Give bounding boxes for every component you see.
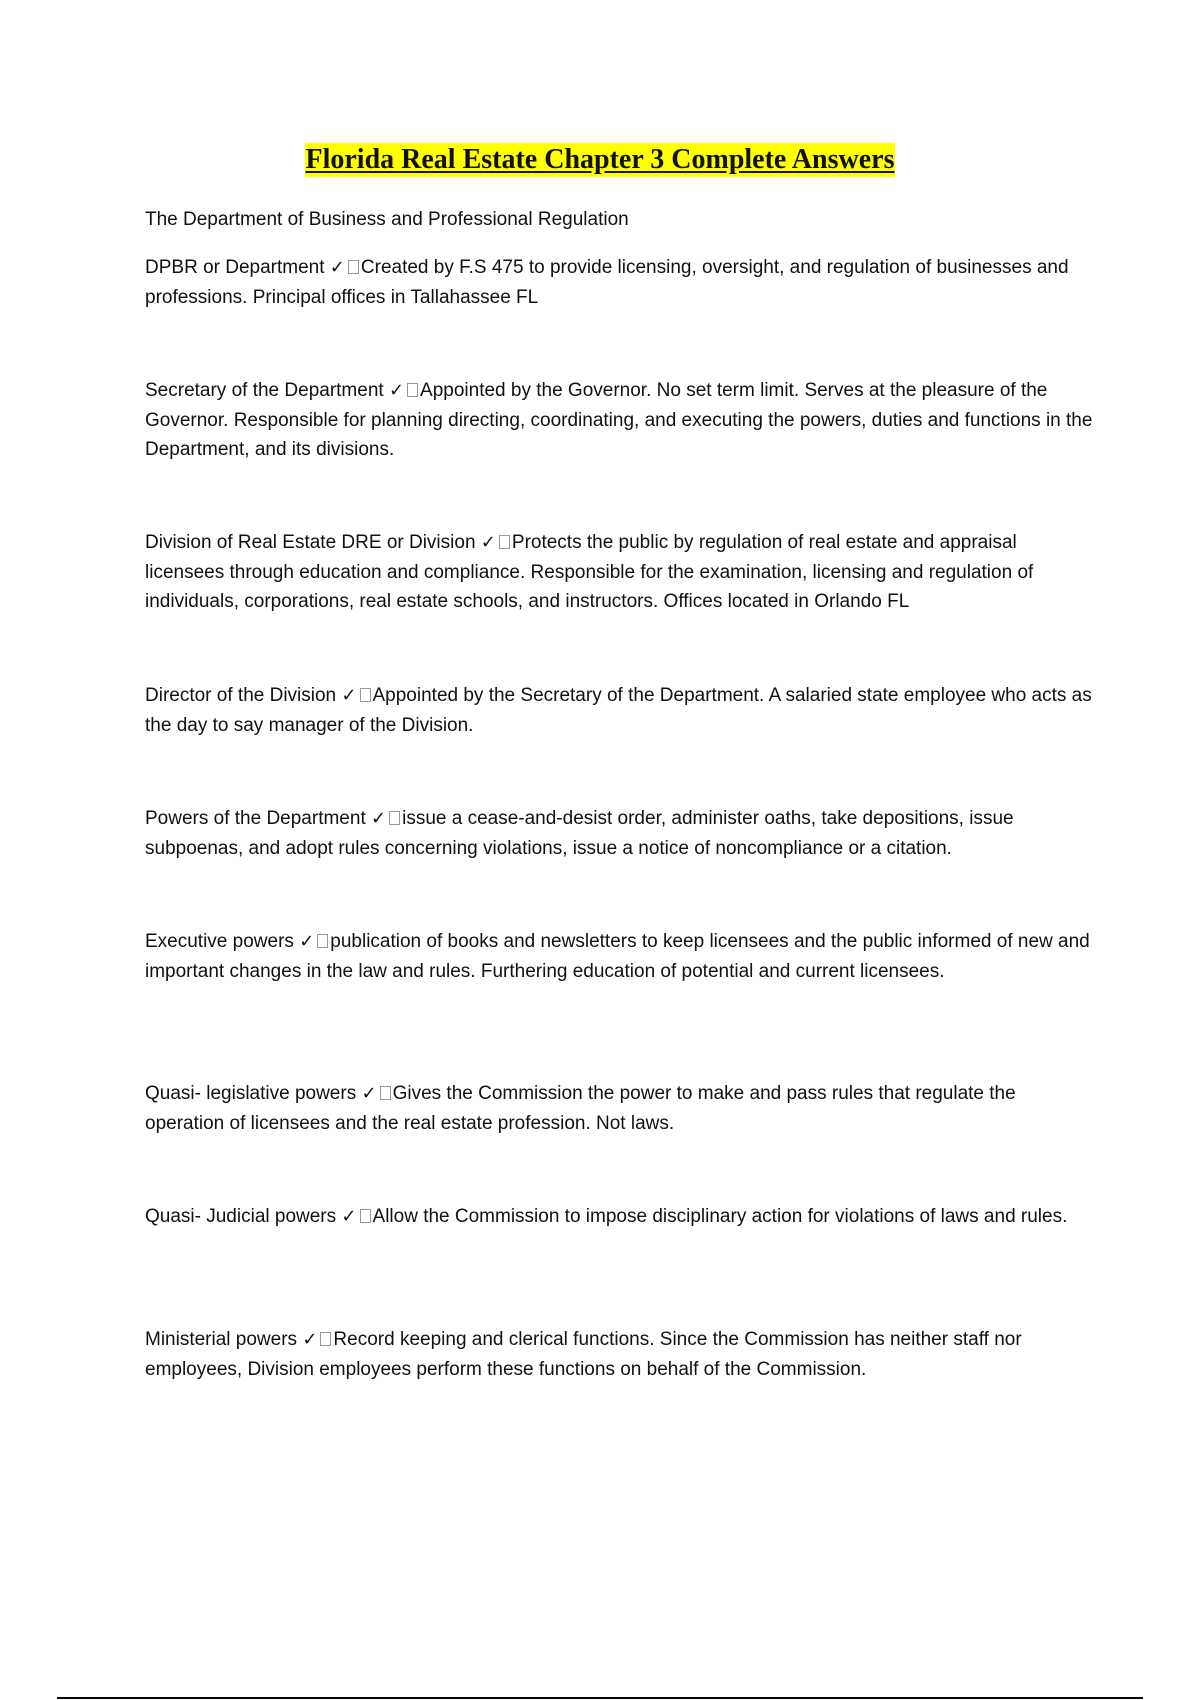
- entry-definition: Appointed by the Governor. No set term limit. Serves at the pleasure of the Governor. Responsible for planning directing, coordinating, and executing the powers, duties and functions in the Department, and its divisions.: [145, 380, 1093, 460]
- entry-director: [145, 681, 1095, 740]
- entry-term: Powers of the Department: [145, 808, 366, 829]
- entry-division: [145, 528, 1095, 617]
- page-title: Florida Real Estate Chapter 3 Complete Answers: [305, 144, 895, 175]
- entry-definition: publication of books and newsletters to keep licensees and the public informed of new and important changes in the law and rules. Furthering education of potential and current licensees.: [145, 931, 1090, 982]
- placeholder-box-icon: [360, 688, 371, 702]
- checkmark-icon: ✓: [302, 1329, 318, 1350]
- entry-term: Division of Real Estate DRE or Division: [145, 532, 476, 553]
- title-container: [0, 143, 1200, 177]
- entry-executive-powers: [145, 927, 1095, 986]
- entry-ministerial: [145, 1325, 1095, 1384]
- checkmark-icon: ✓: [480, 532, 496, 553]
- placeholder-box-icon: [380, 1086, 391, 1100]
- footer-divider: [57, 1697, 1143, 1699]
- entry-term: DPBR or Department: [145, 257, 325, 278]
- entry-definition: Created by F.S 475 to provide licensing, oversight, and regulation of businesses and professions. Principal offices in Tallahassee FL: [145, 257, 1069, 308]
- placeholder-box-icon: [389, 811, 400, 825]
- placeholder-box-icon: [499, 535, 510, 549]
- entry-definition: Gives the Commission the power to make and pass rules that regulate the operation of licensees and the real estate profession. Not laws.: [145, 1083, 1016, 1134]
- checkmark-icon: ✓: [341, 685, 357, 706]
- checkmark-icon: ✓: [329, 257, 345, 278]
- checkmark-icon: ✓: [299, 931, 315, 952]
- checkmark-icon: ✓: [361, 1083, 377, 1104]
- placeholder-box-icon: [360, 1209, 371, 1223]
- entry-term: Ministerial powers: [145, 1329, 298, 1350]
- placeholder-box-icon: [348, 260, 359, 274]
- intro-text: The Department of Business and Professional Regulation: [145, 209, 629, 230]
- placeholder-box-icon: [407, 383, 418, 397]
- checkmark-icon: ✓: [371, 808, 387, 829]
- entry-definition: Record keeping and clerical functions. Since the Commission has neither staff nor employees, Division employees perform these functions on behalf of the Commission.: [145, 1329, 1022, 1380]
- entry-secretary: [145, 376, 1095, 465]
- entry-term: Director of the Division: [145, 685, 337, 706]
- checkmark-icon: ✓: [388, 380, 405, 401]
- entry-dpbr: [145, 253, 1095, 312]
- entry-term: Quasi- Judicial powers: [145, 1206, 337, 1227]
- entry-definition: Appointed by the Secretary of the Department. A salaried state employee who acts as the day to say manager of the Division.: [145, 685, 1092, 736]
- entry-definition: Allow the Commission to impose disciplinary action for violations of laws and rules.: [372, 1206, 1068, 1227]
- entry-term: Executive powers: [145, 931, 294, 952]
- entry-definition: issue a cease-and-desist order, administer oaths, take depositions, issue subpoenas, and adopt rules concerning violations, issue a notice of noncompliance or a citation.: [145, 808, 1014, 859]
- placeholder-box-icon: [320, 1332, 331, 1346]
- entry-term: Quasi- legislative powers: [145, 1083, 357, 1104]
- entry-quasi-judicial: [145, 1202, 1095, 1232]
- entry-definition: Protects the public by regulation of real estate and appraisal licensees through education and compliance. Responsible for the examination, licensing and regulation of individuals, corporations, real estate schools, and instructors. Offices located in Orlando FL: [145, 532, 1034, 612]
- entry-quasi-legislative: [145, 1079, 1095, 1138]
- entry-term: Secretary of the Department: [145, 380, 384, 401]
- entry-powers-department: [145, 804, 1095, 863]
- checkmark-icon: ✓: [341, 1206, 357, 1227]
- placeholder-box-icon: [317, 934, 328, 948]
